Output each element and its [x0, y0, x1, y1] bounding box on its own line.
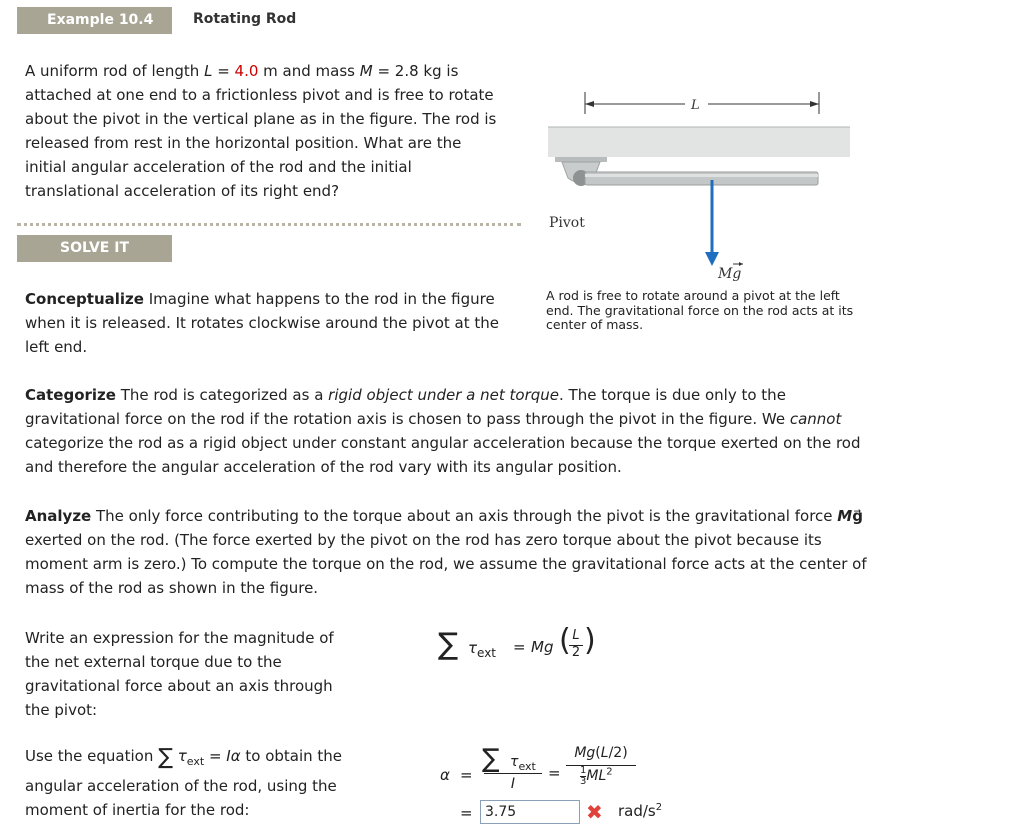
conceptualize-paragraph: Conceptualize Imagine what happens to the rod in the figure when it is released. It rotates clockwise around the pivot at the left end.: [25, 290, 499, 356]
mass-value: 2.8: [394, 62, 419, 80]
rotating-rod-figure: [540, 82, 860, 292]
alpha-prompt: Use the equation ∑ $\tau_{ext} = I\alpha$ to obtain the angular acceleration of the rod, using the moment of inertia for the rod:: [25, 745, 343, 819]
analyze-label: Analyze: [25, 507, 92, 525]
problem-statement: A uniform rod of length L = 4.0 m and mass M = 2.8 kg is attached at one end to a frictionless pivot and is free to rotate about the pivot in the vertical plane as in the figure. The rod is released from rest in the horizontal position. What are the initial angular acceleration of the rod and the initial translational acceleration of its right end?: [25, 62, 497, 200]
angular-acceleration-input[interactable]: 3.75: [480, 800, 580, 824]
alpha-equation: α = ∑ $\tau_{ext}$ I = Mg(L/2) 1 $3ML^2$ = 3.75 ✖ rad/$s^2$: [440, 744, 663, 824]
categorize-paragraph: Categorize The rod is categorized as a rigid object under a net torque. The torque is due only to the gravitational force on the rod if the rotation axis is chosen to pass through the pivot in the figure. We cannot categorize the rod as a rigid object under constant angular acceleration because the torque exerted on the rod and therefore the angular acceleration of the rod vary with its angular position.: [25, 386, 861, 476]
categorize-label: Categorize: [25, 386, 116, 404]
section-divider: [17, 223, 521, 226]
conceptualize-label: Conceptualize: [25, 290, 144, 308]
length-value: 4.0: [234, 62, 259, 80]
figure-caption: A rod is free to rotate around a pivot at the left end. The gravitational force on the rod acts at its center of mass.: [546, 288, 854, 332]
ceiling: [548, 127, 850, 157]
solve-it-label: SOLVE IT: [17, 235, 172, 262]
pivot-label: Pivot: [549, 215, 585, 231]
rod: [585, 172, 818, 185]
example-label: Example 10.4: [17, 7, 172, 34]
force-label: Mg: [718, 266, 742, 282]
analyze-paragraph: Analyze The only force contributing to the torque about an axis through the pivot is the gravitational force Mg⃗ exerted on the rod. (The force exerted by the pivot on the rod has zero torque about the pivot because its moment arm is zero.) To compute the torque on the rod, we assume the gravitational force acts at the center of mass of the rod as shown in the figure.: [25, 507, 867, 597]
incorrect-icon: ✖: [586, 800, 603, 824]
torque-prompt: Write an expression for the magnitude of the net external torque due to the gravitational force about an axis through the pivot:: [25, 629, 334, 719]
dimension-label: L: [691, 98, 700, 113]
answer-units: rad/$s^2$: [618, 802, 663, 820]
example-title: Rotating Rod: [193, 11, 297, 27]
